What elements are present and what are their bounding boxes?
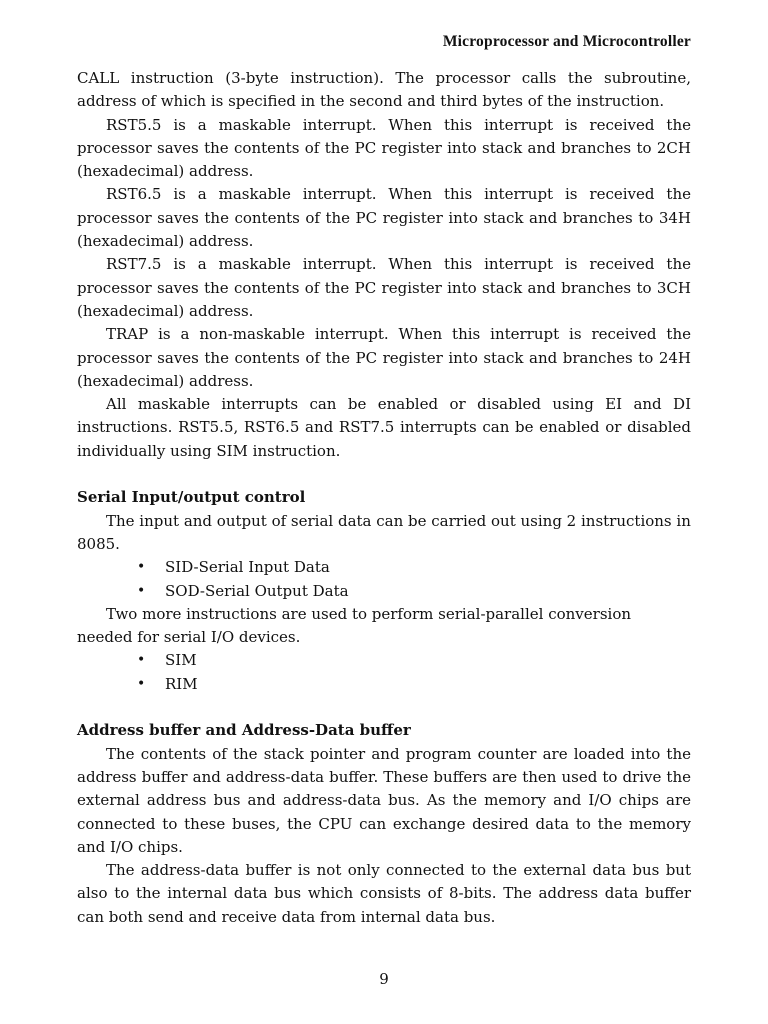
paragraph-serial-intro: The input and output of serial data can be carried out using 2 instructions in 8085. — [77, 511, 691, 553]
paragraph-rst75: RST7.5 is a maskable interrupt. When this interrupt is received the processor saves the contents of the PC register into stack and branches to 3CH (hexadecimal) address. — [77, 255, 691, 320]
section-spacer — [77, 696, 691, 719]
list-item: • SID-Serial Input Data — [77, 556, 691, 579]
serial-instruction-list — [77, 556, 691, 603]
paragraph-trap: TRAP is a non-maskable interrupt. When this interrupt is received the processor saves the contents of the PC register into stack and branches to 24H (hexadecimal) address. — [77, 325, 691, 390]
paragraph-rst55: RST5.5 is a maskable interrupt. When this interrupt is received the processor saves the contents of the PC register into stack and branches to 2CH (hexadecimal) address. — [77, 115, 691, 181]
paragraph-serial-conversion: Two more instructions are used to perform serial-parallel conversion needed for serial I/O devices. — [77, 604, 632, 647]
section-heading-serial-io: Serial Input/output control — [77, 488, 306, 507]
page-content — [77, 67, 691, 929]
paragraph-buffer-2: The address-data buffer is not only connected to the external data bus but also to the internal data bus which consists of 8-bits. The address data buffer can both send and receive data from internal data bus. — [77, 861, 691, 926]
running-header: Microprocessor and Microcontroller — [442, 33, 691, 50]
list-item: • SIM — [77, 649, 691, 672]
conversion-instruction-list — [77, 649, 691, 696]
section-heading-address-buffer: Address buffer and Address-Data buffer — [77, 721, 411, 740]
paragraph-rst65: RST6.5 is a maskable interrupt. When this interrupt is received the processor saves the contents of the PC register into stack and branches to 34H (hexadecimal) address. — [77, 185, 691, 251]
paragraph-buffer-1: The contents of the stack pointer and program counter are loaded into the address buffer and address-data buffer. These buffers are then used to drive the external address bus and address-data bus. As the memory and I/O chips are connected to these buses, the CPU can exchange desired data to the memory and I/O chips. — [77, 744, 691, 856]
paragraph-maskable-control: All maskable interrupts can be enabled or disabled using EI and DI instructions. RST5.5, RST6.5 and RST7.5 interrupts can be enabled or disabled individually using SIM instruction. — [77, 395, 691, 460]
list-item: • SOD-Serial Output Data — [77, 580, 691, 603]
paragraph-call-continuation: CALL instruction (3-byte instruction). The processor calls the subroutine, address of which is specified in the second and third bytes of the instruction. — [77, 69, 691, 111]
section-spacer — [77, 463, 691, 486]
page-number: 9 — [379, 970, 389, 988]
list-item: • RIM — [77, 673, 691, 696]
